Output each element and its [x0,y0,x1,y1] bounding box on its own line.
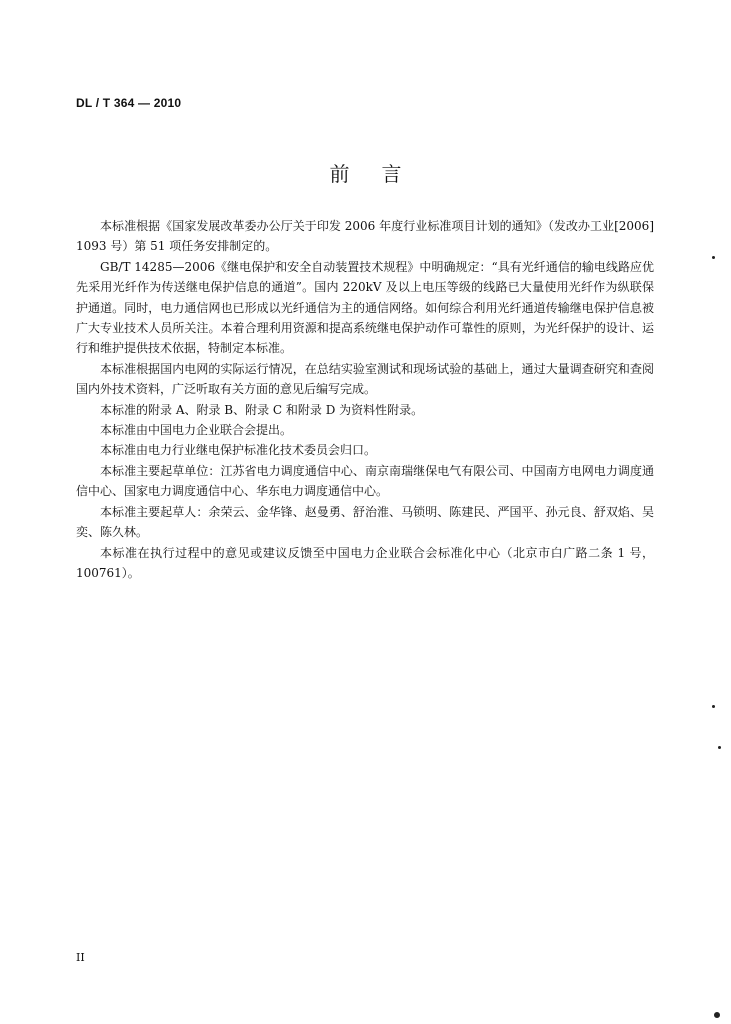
foreword-body [76,216,654,583]
paragraph-administrator: 本标准由电力行业继电保护标准化技术委员会归口。 [100,443,377,458]
paragraph-preparation: 本标准根据国内电网的实际运行情况，在总结实验室测试和现场试验的基础上，通过大量调查研究和查阅国内外技术资料，广泛听取有关方面的意见后编写完成。 [76,361,654,397]
paragraph-feedback: 本标准在执行过程中的意见或建议反馈至中国电力企业联合会标准化中心（北京市白广路二条 1 号，100761）。 [76,545,654,580]
paragraph-proposer: 本标准由中国电力企业联合会提出。 [100,423,293,438]
scan-speck [714,1012,720,1018]
paragraph-drafting-units: 本标准主要起草单位：江苏省电力调度通信中心、南京南瑞继保电气有限公司、中国南方电网电力调度通信中心、国家电力调度通信中心、华东电力调度通信中心。 [76,463,654,499]
document-code-header: DL / T 364 — 2010 [76,96,182,110]
paragraph-appendices: 本标准的附录 A、附录 B、附录 C 和附录 D 为资料性附录。 [100,402,424,417]
paragraph-drafters: 本标准主要起草人：余荣云、金华锋、赵曼勇、舒治淮、马锁明、陈建民、严国平、孙元良、舒双焰、吴奕、陈久林。 [76,504,654,540]
scan-speck [718,746,721,749]
paragraph-basis: 本标准根据《国家发展改革委办公厅关于印发 2006 年度行业标准项目计划的通知》（发改办工业[2006] 1093 号）第 51 项任务安排制定的。 [76,219,654,254]
paragraph-background: GB/T 14285—2006《继电保护和安全自动装置技术规程》中明确规定：“具有光纤通信的输电线路应优先采用光纤作为传送继电保护信息的通道”。国内 220kV 及以上电压等级的线路已大量使用光纤作为纵联保护通道。同时，电力通信网也已形成以光纤通信为主的通信网络。如何综合利用光纤通道传输继电保护信息被广大专业技术人员所关注。本着合理利用资源和提高系统继电保护动作可靠性的原则，为光纤保护的设计、运行和维护提供技术依据，特制定本标准。 [76,259,654,356]
page-number: II [76,951,85,964]
scan-speck [712,705,715,708]
page-title: 前言 [329,162,434,186]
scan-speck [712,256,715,259]
